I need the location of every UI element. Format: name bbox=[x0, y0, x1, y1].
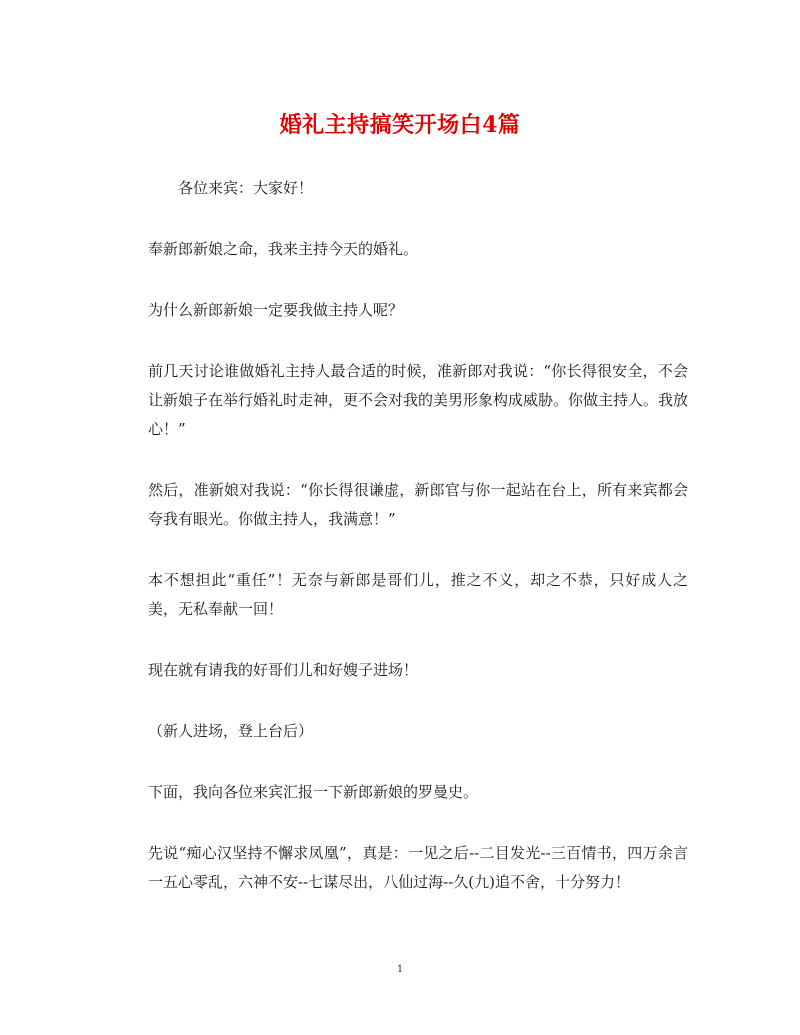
document-body bbox=[148, 174, 688, 929]
paragraph: 然后，准新娘对我说：“你长得很谦虚，新郎官与你一起站在台上，所有来宾都会夸我有眼光。你做主持人，我满意！” bbox=[148, 481, 688, 528]
paragraph-greeting: 各位来宾：大家好！ bbox=[178, 179, 314, 197]
document-title: 婚礼主持搞笑开场白4篇 bbox=[279, 112, 521, 138]
paragraph: 奉新郎新娘之命，我来主持今天的婚礼。 bbox=[148, 240, 419, 258]
paragraph: 前几天讨论谁做婚礼主持人最合适的时候，准新郎对我说：“你长得很安全，不会让新娘子在举行婚礼时走神，更不会对我的美男形象构成威胁。你做主持人。我放心！” bbox=[148, 362, 689, 438]
paragraph: 现在就有请我的好哥们儿和好嫂子进场！ bbox=[148, 661, 419, 679]
paragraph: 下面，我向各位来宾汇报一下新郎新娘的罗曼史。 bbox=[148, 783, 479, 801]
page-number: 1 bbox=[396, 964, 404, 975]
paragraph: 为什么新郎新娘一定要我做主持人呢？ bbox=[148, 301, 404, 319]
paragraph: （新人进场，登上台后） bbox=[148, 722, 314, 740]
paragraph: 先说“痴心汉坚持不懈求凤凰”，真是：一见之后--二目发光--三百情书，四万余言一五心零乱，六神不安--七谋尽出，八仙过海--久(九)追不舍，十分努力！ bbox=[148, 844, 688, 891]
paragraph: 本不想担此“重任”！无奈与新郎是哥们儿，推之不义，却之不恭，只好成人之美，无私奉献一回！ bbox=[148, 571, 688, 618]
